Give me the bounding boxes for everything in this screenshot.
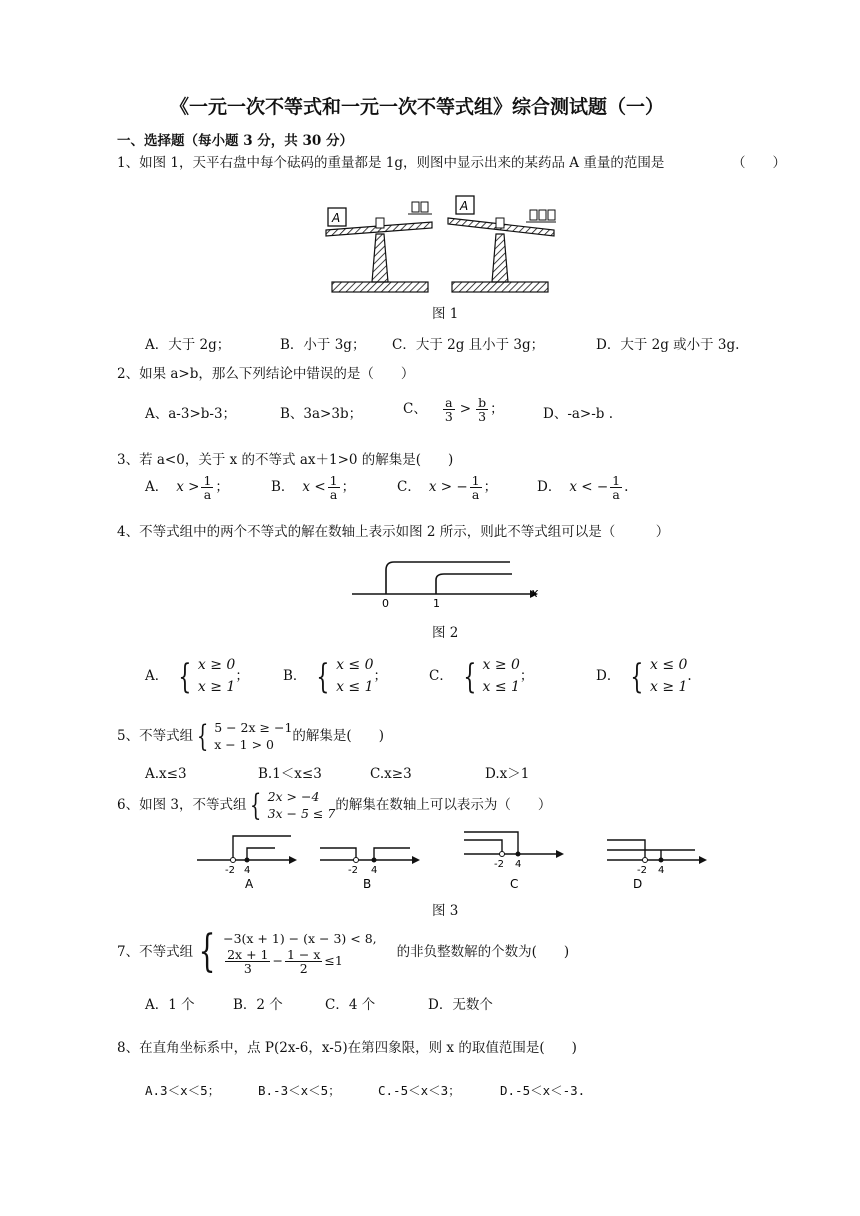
option-label: A． — [145, 478, 169, 495]
option-end: ； — [215, 478, 229, 495]
question-5-text — [117, 720, 384, 754]
q4-option-a[interactable] — [145, 655, 249, 698]
q5-option-a[interactable]: A.x≤3 — [145, 766, 187, 782]
figure-2-number-line — [348, 556, 548, 612]
question-3-text: 3、若 a<0，关于 x 的不等式 ax＋1>0 的解集是( ) — [117, 452, 454, 468]
figure-2-caption: 图 2 — [432, 625, 459, 641]
balance-scale-left — [326, 202, 432, 292]
question-7-prefix: 7、不等式组 — [117, 943, 194, 960]
option-end: . — [624, 478, 629, 495]
fraction-1-over-a: $\frac{1}{a}$ — [471, 473, 480, 503]
inequality-system: { x ≥ 0 x ≤ 1 — [463, 656, 520, 697]
q4-option-d[interactable] — [596, 655, 692, 698]
q8-option-d[interactable]: D.-5＜x＜-3. — [500, 1083, 586, 1098]
axis-label-x: x — [531, 586, 539, 600]
fraction-1-over-a: $\frac{1}{a}$ — [612, 473, 621, 503]
question-6-suffix: 的解集在数轴上可以表示为（ ） — [335, 797, 552, 814]
page-title: 《一元一次不等式和一元一次不等式组》综合测试题（一） — [170, 96, 665, 118]
fraction-b-over-3: $\frac{b}{3}$ — [478, 395, 487, 425]
tick-label: 4 — [658, 865, 665, 876]
tick-label: -2 — [637, 865, 647, 876]
tick-label: 4 — [515, 859, 522, 870]
q5-option-d[interactable]: D.x＞1 — [485, 766, 530, 782]
figure-3-number-line-b[interactable] — [318, 828, 428, 892]
question-1-text: 1、如图 1，天平右盘中每个砝码的重量都是 1g，则图中显示出来的某药品 A 重量的范围是 — [117, 155, 665, 171]
figure-label-c: C — [510, 877, 519, 891]
tick-label: -2 — [494, 859, 504, 870]
q2-option-a[interactable]: A、a-3>b-3； — [145, 406, 237, 422]
tick-label: -2 — [225, 865, 235, 876]
q7-option-a[interactable]: A．1 个 — [145, 997, 195, 1013]
q3-option-d[interactable] — [537, 474, 628, 501]
q2-option-b[interactable]: B、3a>3b； — [280, 406, 363, 422]
question-4-text: 4、不等式组中的两个不等式的解在数轴上表示如图 2 所示，则此不等式组可以是（ ） — [117, 524, 670, 540]
q7-option-d[interactable]: D．无数个 — [428, 997, 493, 1013]
question-8-text: 8、在直角坐标系中，点 P(2x-6，x-5)在第四象限，则 x 的取值范围是( ) — [117, 1040, 577, 1056]
question-6-prefix: 6、如图 3，不等式组 — [117, 797, 247, 814]
question-1-paren: （ ） — [732, 155, 786, 171]
greater-than-sign: > — [459, 400, 472, 417]
tick-label: -2 — [348, 865, 358, 876]
q5-option-b[interactable]: B.1＜x≤3 — [258, 766, 322, 782]
inequality-system: { x ≤ 0 x ≥ 1 — [630, 656, 688, 697]
fraction-1-over-a: $\frac{1}{a}$ — [329, 473, 338, 503]
inequality-lhs: x < − — [569, 478, 609, 495]
option-label: B． — [283, 667, 307, 684]
figure-1-balance-scales — [320, 190, 560, 300]
q3-option-a[interactable] — [145, 474, 229, 501]
figure-label-d: D — [633, 877, 643, 891]
q1-option-b[interactable]: B．小于 3g； — [280, 337, 366, 353]
question-2-text: 2、如果 a>b，那么下列结论中错误的是（ ） — [117, 366, 415, 382]
system-line-1: −3(x + 1) − (x − 3) < 8, — [223, 931, 377, 946]
system-line-2: $\frac{2x + 1}{3}$ − $\frac{1 - x}{2}$ ≤1 — [227, 946, 343, 976]
option-end: ； — [373, 667, 387, 684]
q2-option-c[interactable] — [403, 396, 504, 423]
fraction-1-over-a: $\frac{1}{a}$ — [203, 473, 212, 503]
semicolon: ； — [490, 400, 504, 417]
inequality-system: { x ≤ 0 x ≤ 1 — [316, 656, 374, 697]
option-end: ； — [341, 478, 356, 495]
question-5-prefix: 5、不等式组 — [117, 728, 194, 745]
option-label: D． — [596, 667, 621, 684]
question-7-text — [117, 926, 570, 978]
q3-option-c[interactable] — [397, 474, 497, 501]
figure-label-b: B — [363, 877, 372, 891]
inequality-lhs: x > − — [428, 478, 468, 495]
figure-3-number-line-a[interactable] — [195, 828, 305, 892]
q1-option-d[interactable]: D．大于 2g 或小于 3g. — [596, 337, 740, 353]
figure-3-number-line-c[interactable] — [462, 822, 572, 892]
inequality-system: { x ≥ 0 x ≥ 1 — [178, 656, 236, 697]
q4-option-b[interactable] — [283, 655, 387, 698]
figure-3-number-line-d[interactable] — [605, 828, 715, 892]
q2-option-d[interactable]: D、-a>-b . — [543, 406, 614, 422]
weight-label-a: A — [460, 199, 469, 213]
inequality-system: { 5 − 2x ≥ −1 x − 1 > 0 — [196, 718, 293, 754]
inequality-system: { 2x > −4 3x − 5 ≤ 7 — [250, 787, 336, 823]
q2-option-c-label: C、 — [403, 400, 427, 417]
option-label: C． — [429, 667, 453, 684]
q8-option-b[interactable]: B.-3＜x＜5； — [258, 1083, 341, 1098]
question-6-text — [117, 789, 551, 823]
weight-label-a: A — [332, 211, 341, 225]
q7-option-c[interactable]: C．4 个 — [325, 997, 376, 1013]
option-label: C． — [397, 478, 421, 495]
q8-option-a[interactable]: A.3＜x＜5； — [145, 1083, 221, 1098]
option-end: ； — [483, 478, 498, 495]
question-5-suffix: 的解集是( ) — [292, 728, 384, 745]
question-7-suffix: 的非负整数解的个数为( ) — [396, 943, 570, 960]
option-end: . — [687, 667, 692, 684]
inequality-lhs: x < — [302, 478, 326, 495]
q8-option-c[interactable]: C.-5＜x＜3； — [378, 1083, 461, 1098]
q3-option-b[interactable] — [271, 474, 355, 501]
axis-label-0: 0 — [382, 597, 389, 610]
q7-option-b[interactable]: B．2 个 — [233, 997, 283, 1013]
balance-scale-right — [448, 196, 556, 292]
option-label: A． — [145, 667, 169, 684]
q1-option-a[interactable]: A．大于 2g； — [145, 337, 231, 353]
tick-label: 4 — [371, 865, 378, 876]
figure-label-a: A — [245, 877, 254, 891]
option-end: ； — [235, 667, 249, 684]
axis-label-1: 1 — [433, 597, 440, 610]
option-label: D． — [537, 478, 562, 495]
tick-label: 4 — [244, 865, 251, 876]
section-heading: 一、选择题（每小题 3 分，共 30 分） — [117, 133, 353, 149]
q5-option-c[interactable]: C.x≥3 — [370, 766, 412, 782]
q4-option-c[interactable] — [429, 655, 533, 698]
fraction-a-over-3: $\frac{a}{3}$ — [444, 395, 453, 425]
q1-option-c[interactable]: C．大于 2g 且小于 3g； — [392, 337, 545, 353]
inequality-system: { −3(x + 1) − (x − 3) < 8, $\frac{2x + 1}{3}$ − $\frac{1 - x}{2}$ ≤1 — [198, 926, 377, 978]
inequality-lhs: x > — [176, 478, 200, 495]
option-end: ； — [519, 667, 534, 684]
figure-1-caption: 图 1 — [432, 306, 459, 322]
option-label: B． — [271, 478, 295, 495]
figure-3-caption: 图 3 — [432, 903, 459, 919]
